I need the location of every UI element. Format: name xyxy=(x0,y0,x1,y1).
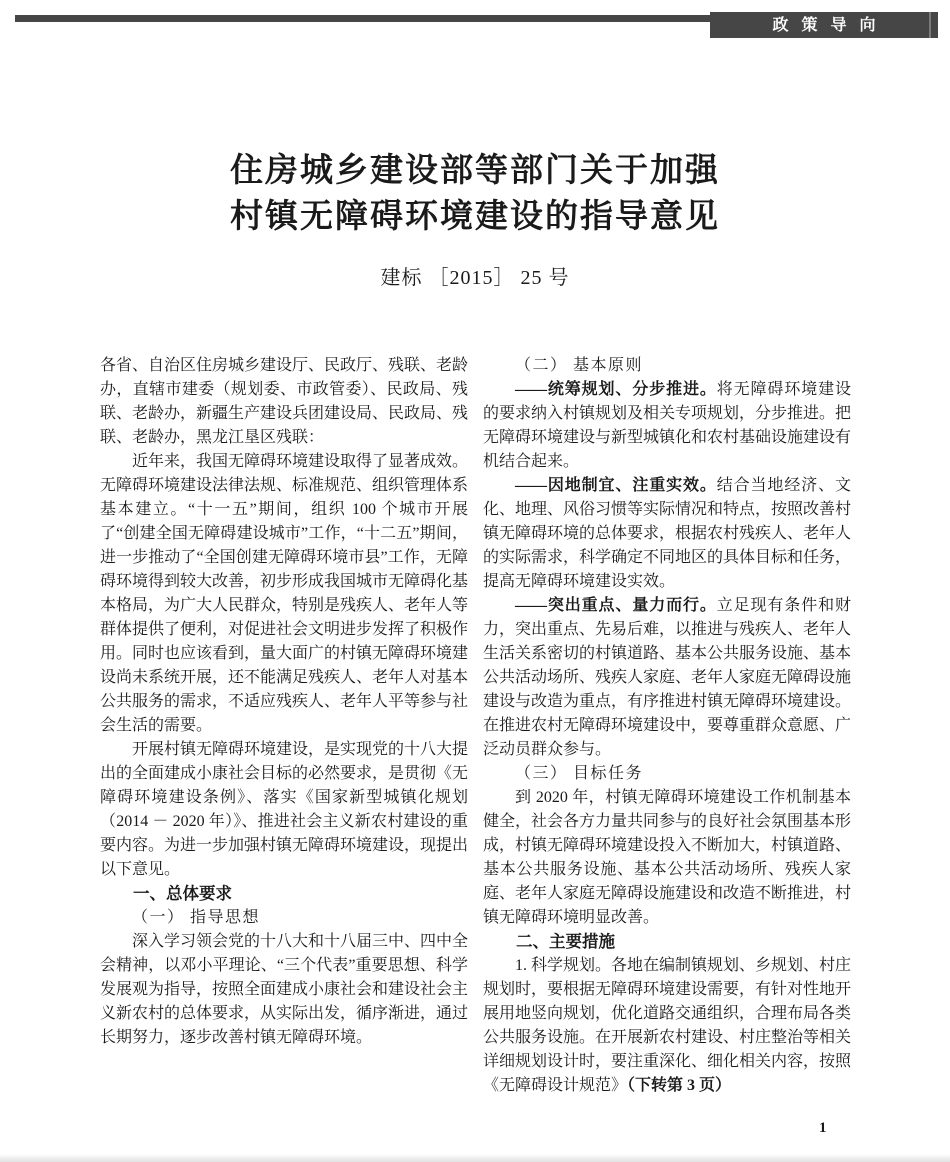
paragraph-goals: 到 2020 年，村镇无障碍环境建设工作机制基本健全，社会各方力量共同参与的良好社会氛围基本形成，村镇无障碍环境建设投入不断加大，村镇道路、基本公共服务设施、基本公共活动场所、残疾人家庭、老年人家庭无障碍设施建设和改造不断推进，村镇无障碍环境明显改善。 xyxy=(483,789,852,926)
principle-3-text: 立足现有条件和财力，突出重点、先易后难，以推进与残疾人、老年人生活关系密切的村镇道路、基本公共服务设施、基本公共活动场所、残疾人家庭、老年人家庭无障碍设施建设与改造为重点，有序推进村镇无障碍环境建设。在推进农村无障碍环境建设中，要尊重群众意愿、广泛动员群众参与。 xyxy=(483,597,852,758)
scan-shadow xyxy=(0,1154,950,1162)
heading-guiding-ideology: （一） 指导思想 xyxy=(132,909,261,926)
heading-basic-principles: （二） 基本原则 xyxy=(515,357,644,374)
heading-goals-tasks: （三） 目标任务 xyxy=(515,765,644,782)
heading-overall-requirements: 一、总体要求 xyxy=(133,885,232,903)
salutation-paragraph: 各省、自治区住房城乡建设厅、民政厅、残联、老龄办，直辖市建委（规划委、市政管委）、民政局、残联、老龄办，新疆生产建设兵团建设局、民政局、残联、老龄办，黑龙江垦区残联： xyxy=(100,357,469,446)
header-rule xyxy=(15,15,712,22)
continued-on-page-note: （下转第 3 页） xyxy=(627,1077,732,1094)
paragraph-principle-1 xyxy=(483,378,851,474)
right-column xyxy=(483,354,851,1098)
principle-1-text: 将无障碍环境建设的要求纳入村镇规划及相关专项规划，分步推进。把无障碍环境建设与新型城镇化和农村基础设施建设有机结合起来。 xyxy=(483,381,852,470)
document-number: 建标 ［2015］ 25 号 xyxy=(380,267,570,289)
page-number: 1 xyxy=(819,1120,827,1136)
paragraph-principle-2 xyxy=(483,474,851,594)
left-column xyxy=(100,354,468,1098)
paragraph-recent-progress: 近年来，我国无障碍环境建设取得了显著成效。无障碍环境建设法律法规、标准规范、组织管理体系基本建立。“十一五”期间，组织 100 个城市开展了“创建全国无障碍建设城市”工作，“十二五”期间，进一步推动了“全国创建无障碍环境市县”工作，无障碍环境得到较大改善，初步形成我国城市无障碍化基本格局，为广大人民群众，特别是残疾人、老年人等群体提供了便利，对促进社会文明进步发挥了积极作用。同时也应该看到，量大面广的村镇无障碍环境建设尚未系统开展，还不能满足残疾人、老年人对基本公共服务的需求，不适应残疾人、老年人平等参与社会生活的需要。 xyxy=(100,453,469,734)
principle-1-lead: ——统筹规划、分步推进。 xyxy=(515,381,717,398)
article-body xyxy=(100,354,852,1098)
principle-2-lead: ——因地制宜、注重实效。 xyxy=(515,477,717,494)
paragraph-purpose: 开展村镇无障碍环境建设，是实现党的十八大提出的全面建成小康社会目标的必然要求，是贯彻《无障碍环境建设条例》、落实《国家新型城镇化规划（2014 － 2020 年）》、推进社会主义新农村建设的重要内容。为进一步加强村镇无障碍环境建设，现提出以下意见。 xyxy=(100,741,469,878)
principle-3-lead: ——突出重点、量力而行。 xyxy=(515,597,717,614)
article-title-block xyxy=(0,148,950,290)
heading-main-measures: 二、主要措施 xyxy=(516,933,615,951)
article-title-line-1: 住房城乡建设部等部门关于加强 xyxy=(230,153,720,189)
section-label: 政策导向 xyxy=(710,12,938,38)
paragraph-measure-1 xyxy=(483,954,851,1098)
article-title-line-2: 村镇无障碍环境建设的指导意见 xyxy=(230,199,720,235)
paragraph-principle-3 xyxy=(483,594,851,762)
paragraph-guiding-ideology: 深入学习领会党的十八大和十八届三中、四中全会精神，以邓小平理论、“三个代表”重要思想、科学发展观为指导，按照全面建成小康社会和建设社会主义新农村的总体要求，从实际出发，循序渐进，通过长期努力，逐步改善村镇无障碍环境。 xyxy=(100,933,469,1046)
principle-2-text: 结合当地经济、文化、地理、风俗习惯等实际情况和特点，按照改善村镇无障碍环境的总体要求，根据农村残疾人、老年人的实际需求，科学确定不同地区的具体目标和任务，提高无障碍环境建设实效。 xyxy=(483,477,852,590)
measure-1-text: 1. 科学规划。各地在编制镇规划、乡规划、村庄规划时，要根据无障碍环境建设需要，有针对性地开展用地竖向规划，优化道路交通组织，合理布局各类公共服务设施。在开展新农村建设、村庄整治等相关详细规划设计时，要注重深化、细化相关内容，按照《无障碍设计规范》 xyxy=(483,957,852,1094)
